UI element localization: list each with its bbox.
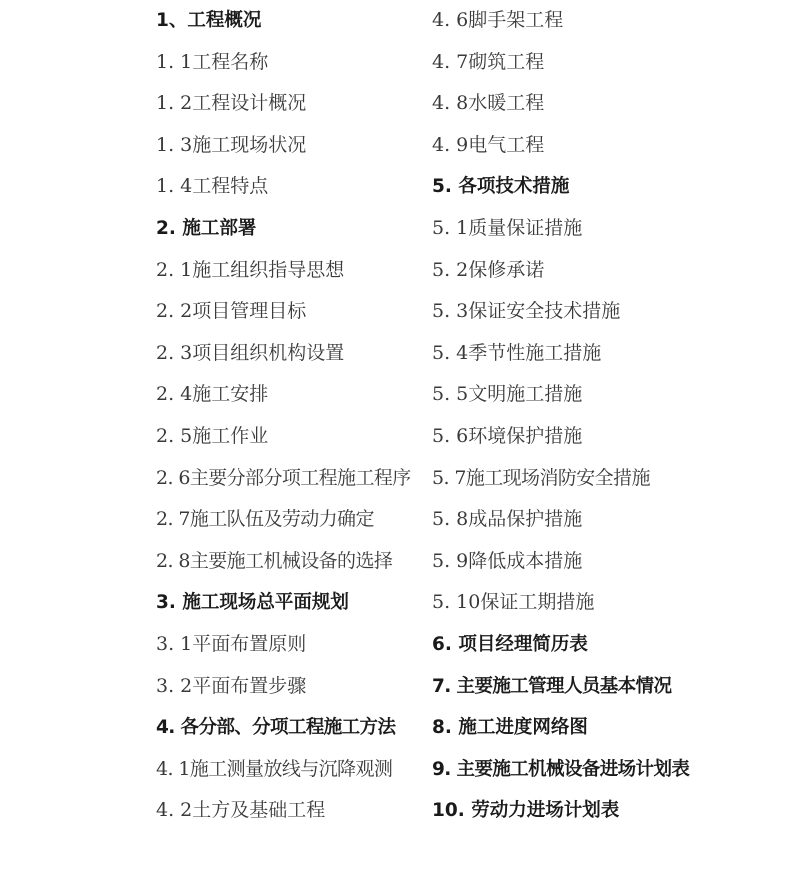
toc-entry: 5. 9降低成本措施: [432, 549, 583, 572]
toc-entry: 2. 2项目管理目标: [156, 300, 307, 323]
toc-entry: 4. 8水暖工程: [432, 92, 545, 115]
toc-entry: 3. 1平面布置原则: [156, 632, 307, 655]
toc-entry: 9. 主要施工机械设备进场计划表: [432, 758, 690, 780]
toc-entry: 4. 9电气工程: [432, 133, 545, 156]
toc-entry: 2. 8主要施工机械设备的选择: [156, 549, 393, 572]
toc-entry: 5. 1质量保证措施: [432, 216, 583, 239]
toc-entry: 2. 3项目组织机构设置: [156, 341, 345, 364]
toc-entry: 1、工程概况: [156, 10, 262, 31]
toc-entry: 3. 施工现场总平面规划: [156, 592, 349, 614]
toc-entry: 6. 项目经理简历表: [432, 633, 588, 655]
toc-entry: 4. 6脚手架工程: [432, 9, 564, 31]
toc-entry: 3. 2平面布置步骤: [156, 674, 307, 697]
toc-entry: 2. 4施工安排: [156, 383, 269, 406]
toc-entry: 5. 2保修承诺: [432, 258, 545, 281]
toc-entry: 5. 6环境保护措施: [432, 424, 583, 447]
toc-entry: 1. 2工程设计概况: [156, 92, 307, 115]
toc-entry: 5. 3保证安全技术措施: [432, 300, 621, 323]
toc-entry: 2. 1施工组织指导思想: [156, 258, 345, 281]
toc-entry: 7. 主要施工管理人员基本情况: [432, 675, 672, 697]
toc-entry: 4. 7砌筑工程: [432, 50, 545, 73]
toc-entry: 2. 5施工作业: [156, 424, 269, 447]
toc-entry: 4. 2土方及基础工程: [156, 799, 326, 822]
toc-entry: 4. 各分部、分项工程施工方法: [156, 717, 396, 739]
toc-entry: 2. 6主要分部分项工程施工程序: [156, 466, 411, 489]
toc-entry: 4. 1施工测量放线与沉降观测: [156, 757, 393, 780]
toc-left-column: [156, 0, 411, 832]
toc-entry: 5. 7施工现场消防安全措施: [432, 466, 650, 489]
toc-entry: 1. 3施工现场状况: [156, 133, 307, 156]
toc-entry: 1. 1工程名称: [156, 50, 269, 73]
toc-entry: 8. 施工进度网络图: [432, 717, 588, 739]
toc-entry: 5. 4季节性施工措施: [432, 341, 602, 364]
toc-entry: 5. 10保证工期措施: [432, 591, 595, 614]
toc-right-column: [432, 0, 689, 832]
toc-entry: 5. 8成品保护措施: [432, 508, 583, 531]
toc-entry: 5. 5文明施工措施: [432, 383, 583, 406]
toc-entry: 2. 7施工队伍及劳动力确定: [156, 508, 374, 531]
toc-entry: 2. 施工部署: [156, 217, 257, 239]
toc-entry: 5. 各项技术措施: [432, 176, 570, 198]
toc-entry: 1. 4工程特点: [156, 175, 269, 198]
toc-entry: 10. 劳动力进场计划表: [432, 800, 620, 822]
